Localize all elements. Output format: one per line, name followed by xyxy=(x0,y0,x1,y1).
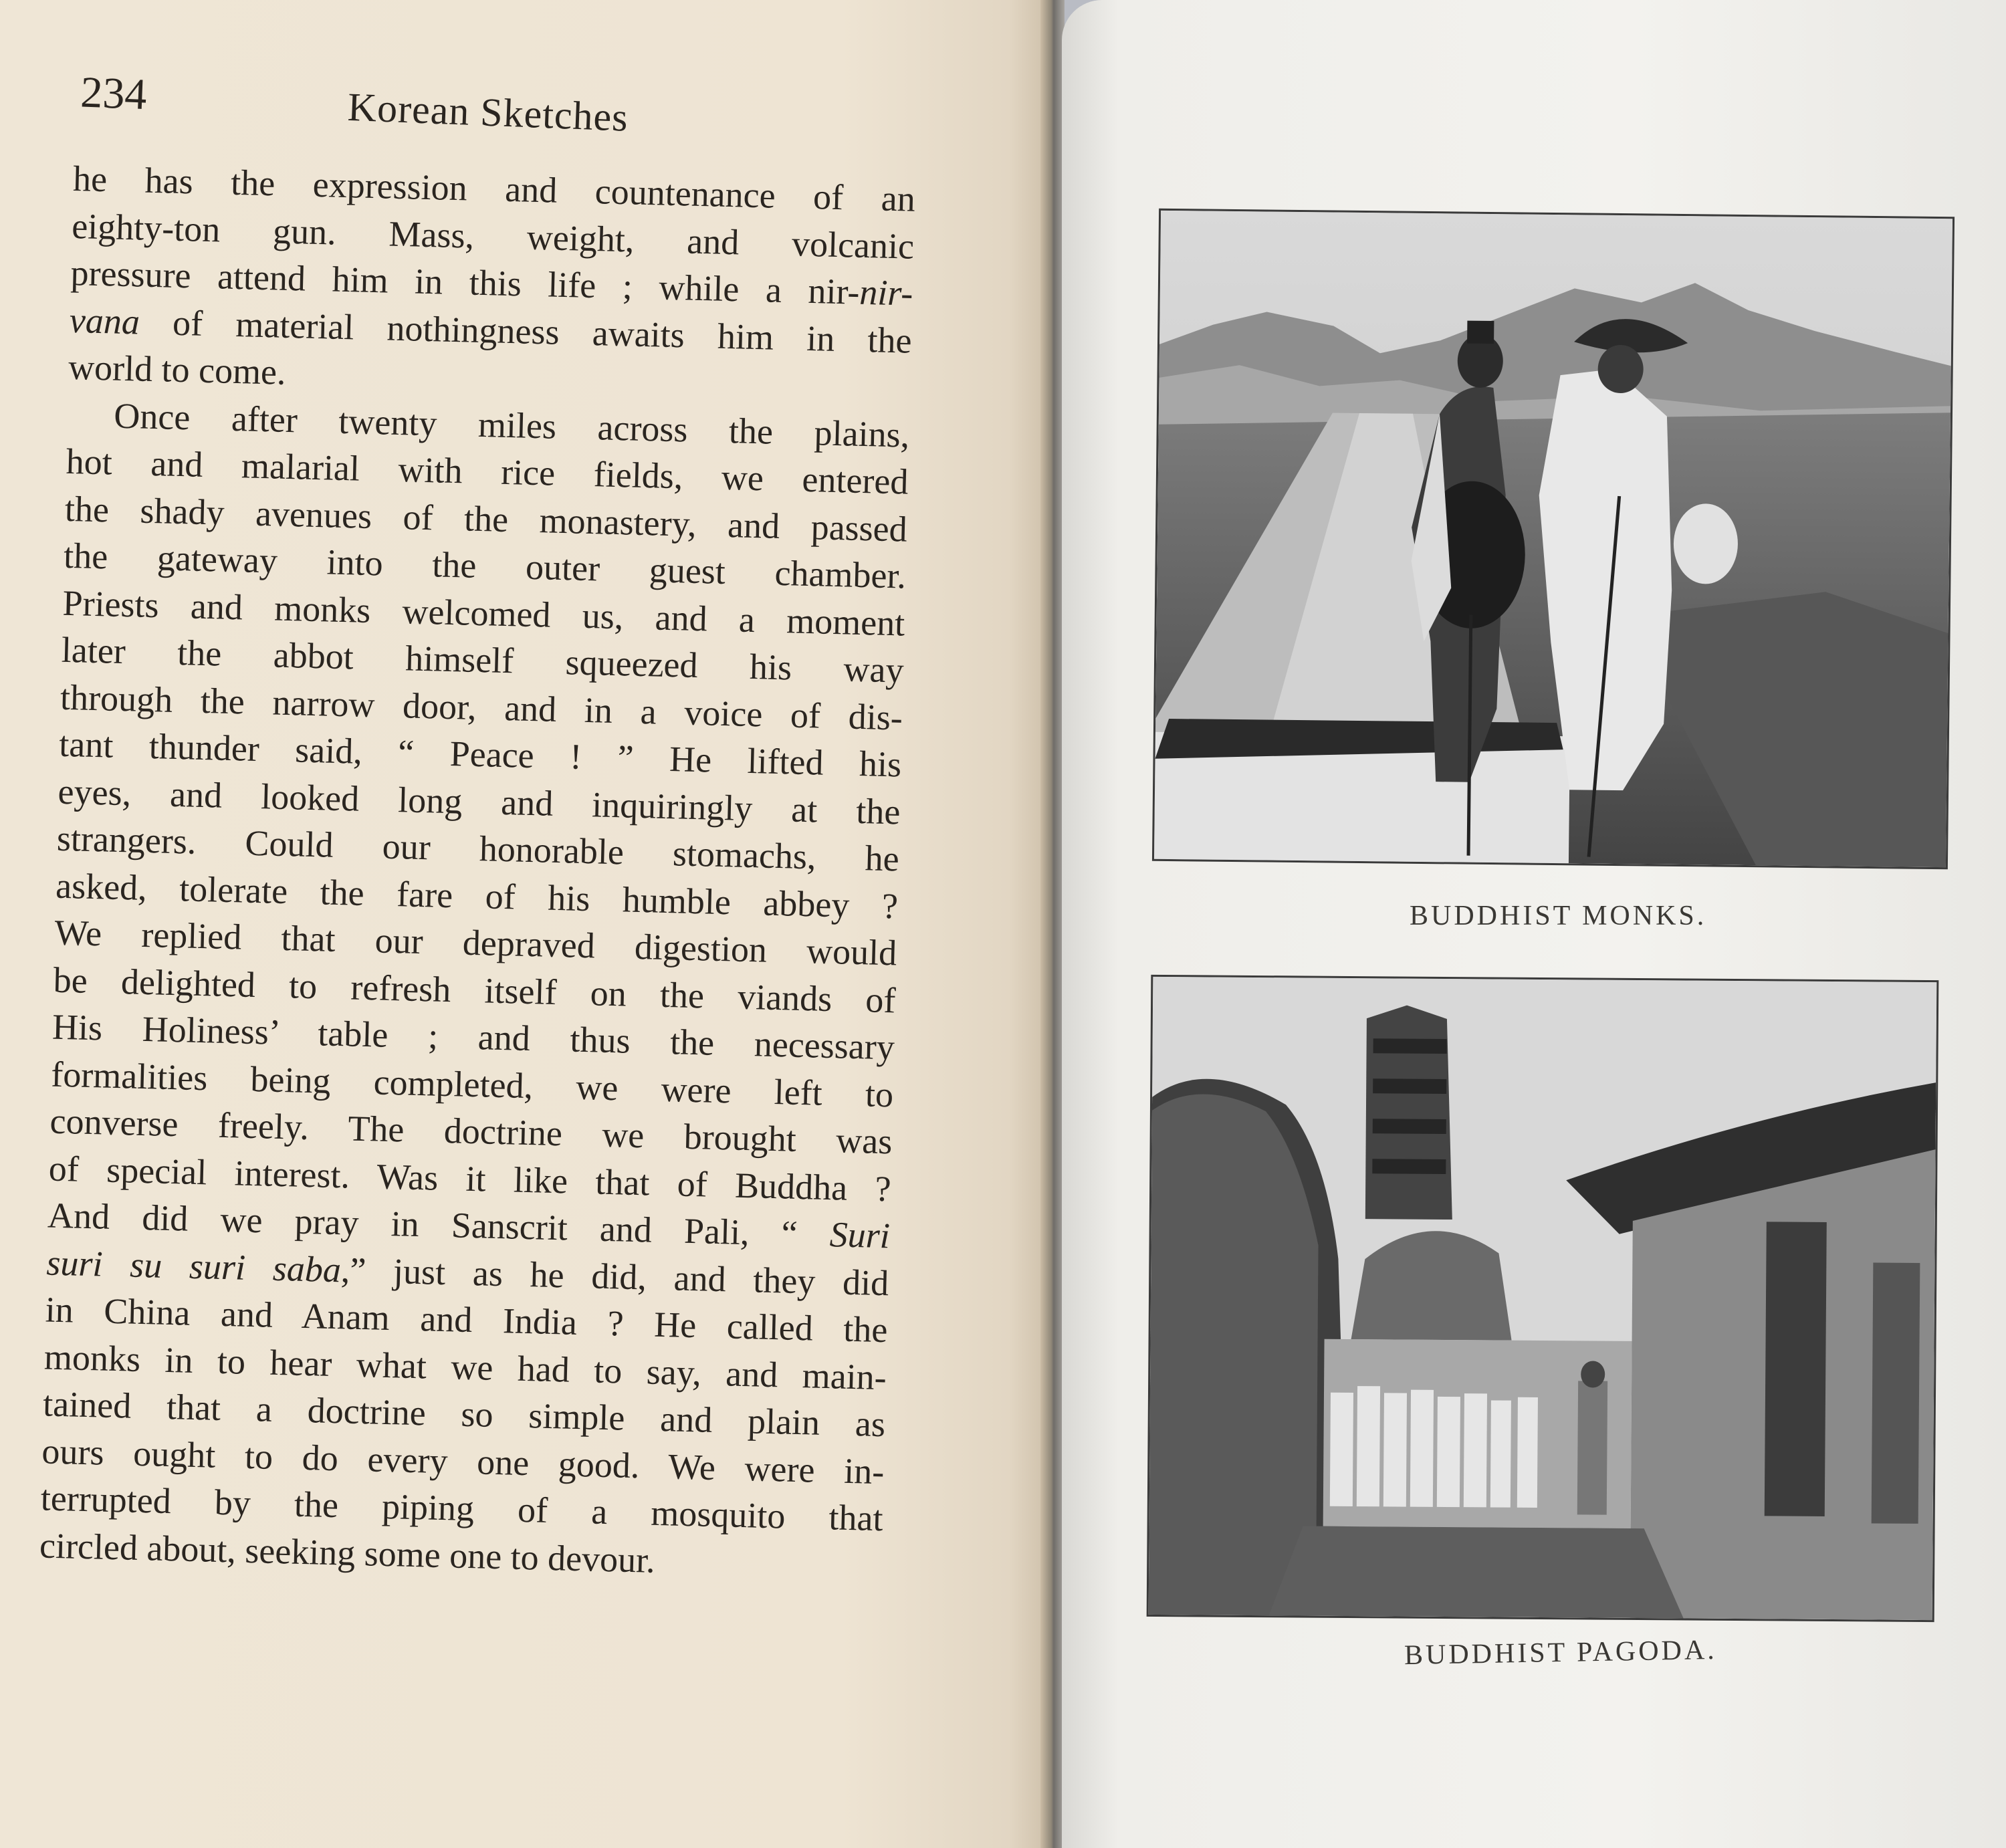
text-span: in China and Anam and India ? He called the xyxy=(45,1289,889,1351)
italic-span: nir- xyxy=(859,271,914,314)
text-span: His Holiness’ table ; and thus the necessary xyxy=(51,1006,895,1068)
text-span: ,” just as he did, and they did xyxy=(340,1249,889,1303)
text-span: And did we pray in Sanscrit and Pali, “ xyxy=(47,1195,830,1255)
italic-span: Suri xyxy=(829,1214,891,1256)
text-span: monks in to hear what we had to say, and main- xyxy=(43,1336,887,1397)
text-span: Priests and monks welcomed us, and a moment xyxy=(62,582,905,644)
text-span: the shady avenues of the monastery, and passed xyxy=(64,488,908,550)
text-span: formalities being completed, we were left to xyxy=(50,1054,894,1115)
text-span: the gateway into the outer guest chamber. xyxy=(63,535,907,596)
text-span: ours ought to do every one good. We were in- xyxy=(41,1430,885,1492)
text-span: eighty-ton gun. Mass, weight, and volcanic xyxy=(71,205,915,267)
photo-buddhist-pagoda xyxy=(1147,975,1939,1622)
text-span: We replied that our depraved digestion would xyxy=(53,912,897,973)
text-span: pressure attend him in this life ; while a nir- xyxy=(70,252,861,312)
text-span: Once after twenty miles across the plains, xyxy=(113,395,910,455)
book-gutter xyxy=(1040,0,1065,1848)
page-number: 234 xyxy=(80,68,148,120)
text-span: asked, tolerate the fare of his humble abbey ? xyxy=(55,865,899,926)
text-span: be delighted to refresh itself on the viands of xyxy=(53,959,897,1020)
text-span: of material nothingness awaits him in the xyxy=(139,302,913,361)
text-span: terrupted by the piping of a mosquito that xyxy=(40,1478,884,1539)
text-span: tained that a doctrine so simple and plain as xyxy=(42,1383,886,1445)
text-span: he has the expression and countenance of an xyxy=(72,158,916,219)
plate-2-caption: BUDDHIST PAGODA. xyxy=(1404,1634,1718,1671)
italic-span: suri su suri saba xyxy=(45,1242,342,1290)
text-span: of special interest. Was it like that of Buddha ? xyxy=(48,1148,892,1209)
text-span: through the narrow door, and in a voice of dis- xyxy=(60,677,903,738)
text-span: tant thunder said, “ Peace ! ” He lifted his xyxy=(58,723,902,785)
text-span: later the abbot himself squeezed his way xyxy=(61,629,905,691)
body-text xyxy=(39,155,915,1589)
text-span: converse freely. The doctrine we brought was xyxy=(49,1101,893,1162)
text-span: circled about, seeking some one to devour. xyxy=(39,1524,656,1581)
plate-1-caption: BUDDHIST MONKS. xyxy=(1410,901,1707,931)
text-span: strangers. Could our honorable stomachs, he xyxy=(56,818,900,879)
text-span: hot and malarial with rice fields, we entered xyxy=(66,441,909,502)
italic-span: vana xyxy=(69,300,140,342)
photo-buddhist-monks xyxy=(1152,209,1955,869)
text-span: eyes, and looked long and inquiringly at the xyxy=(58,771,901,832)
running-title: Korean Sketches xyxy=(346,84,629,140)
text-span: world to come. xyxy=(68,346,287,392)
